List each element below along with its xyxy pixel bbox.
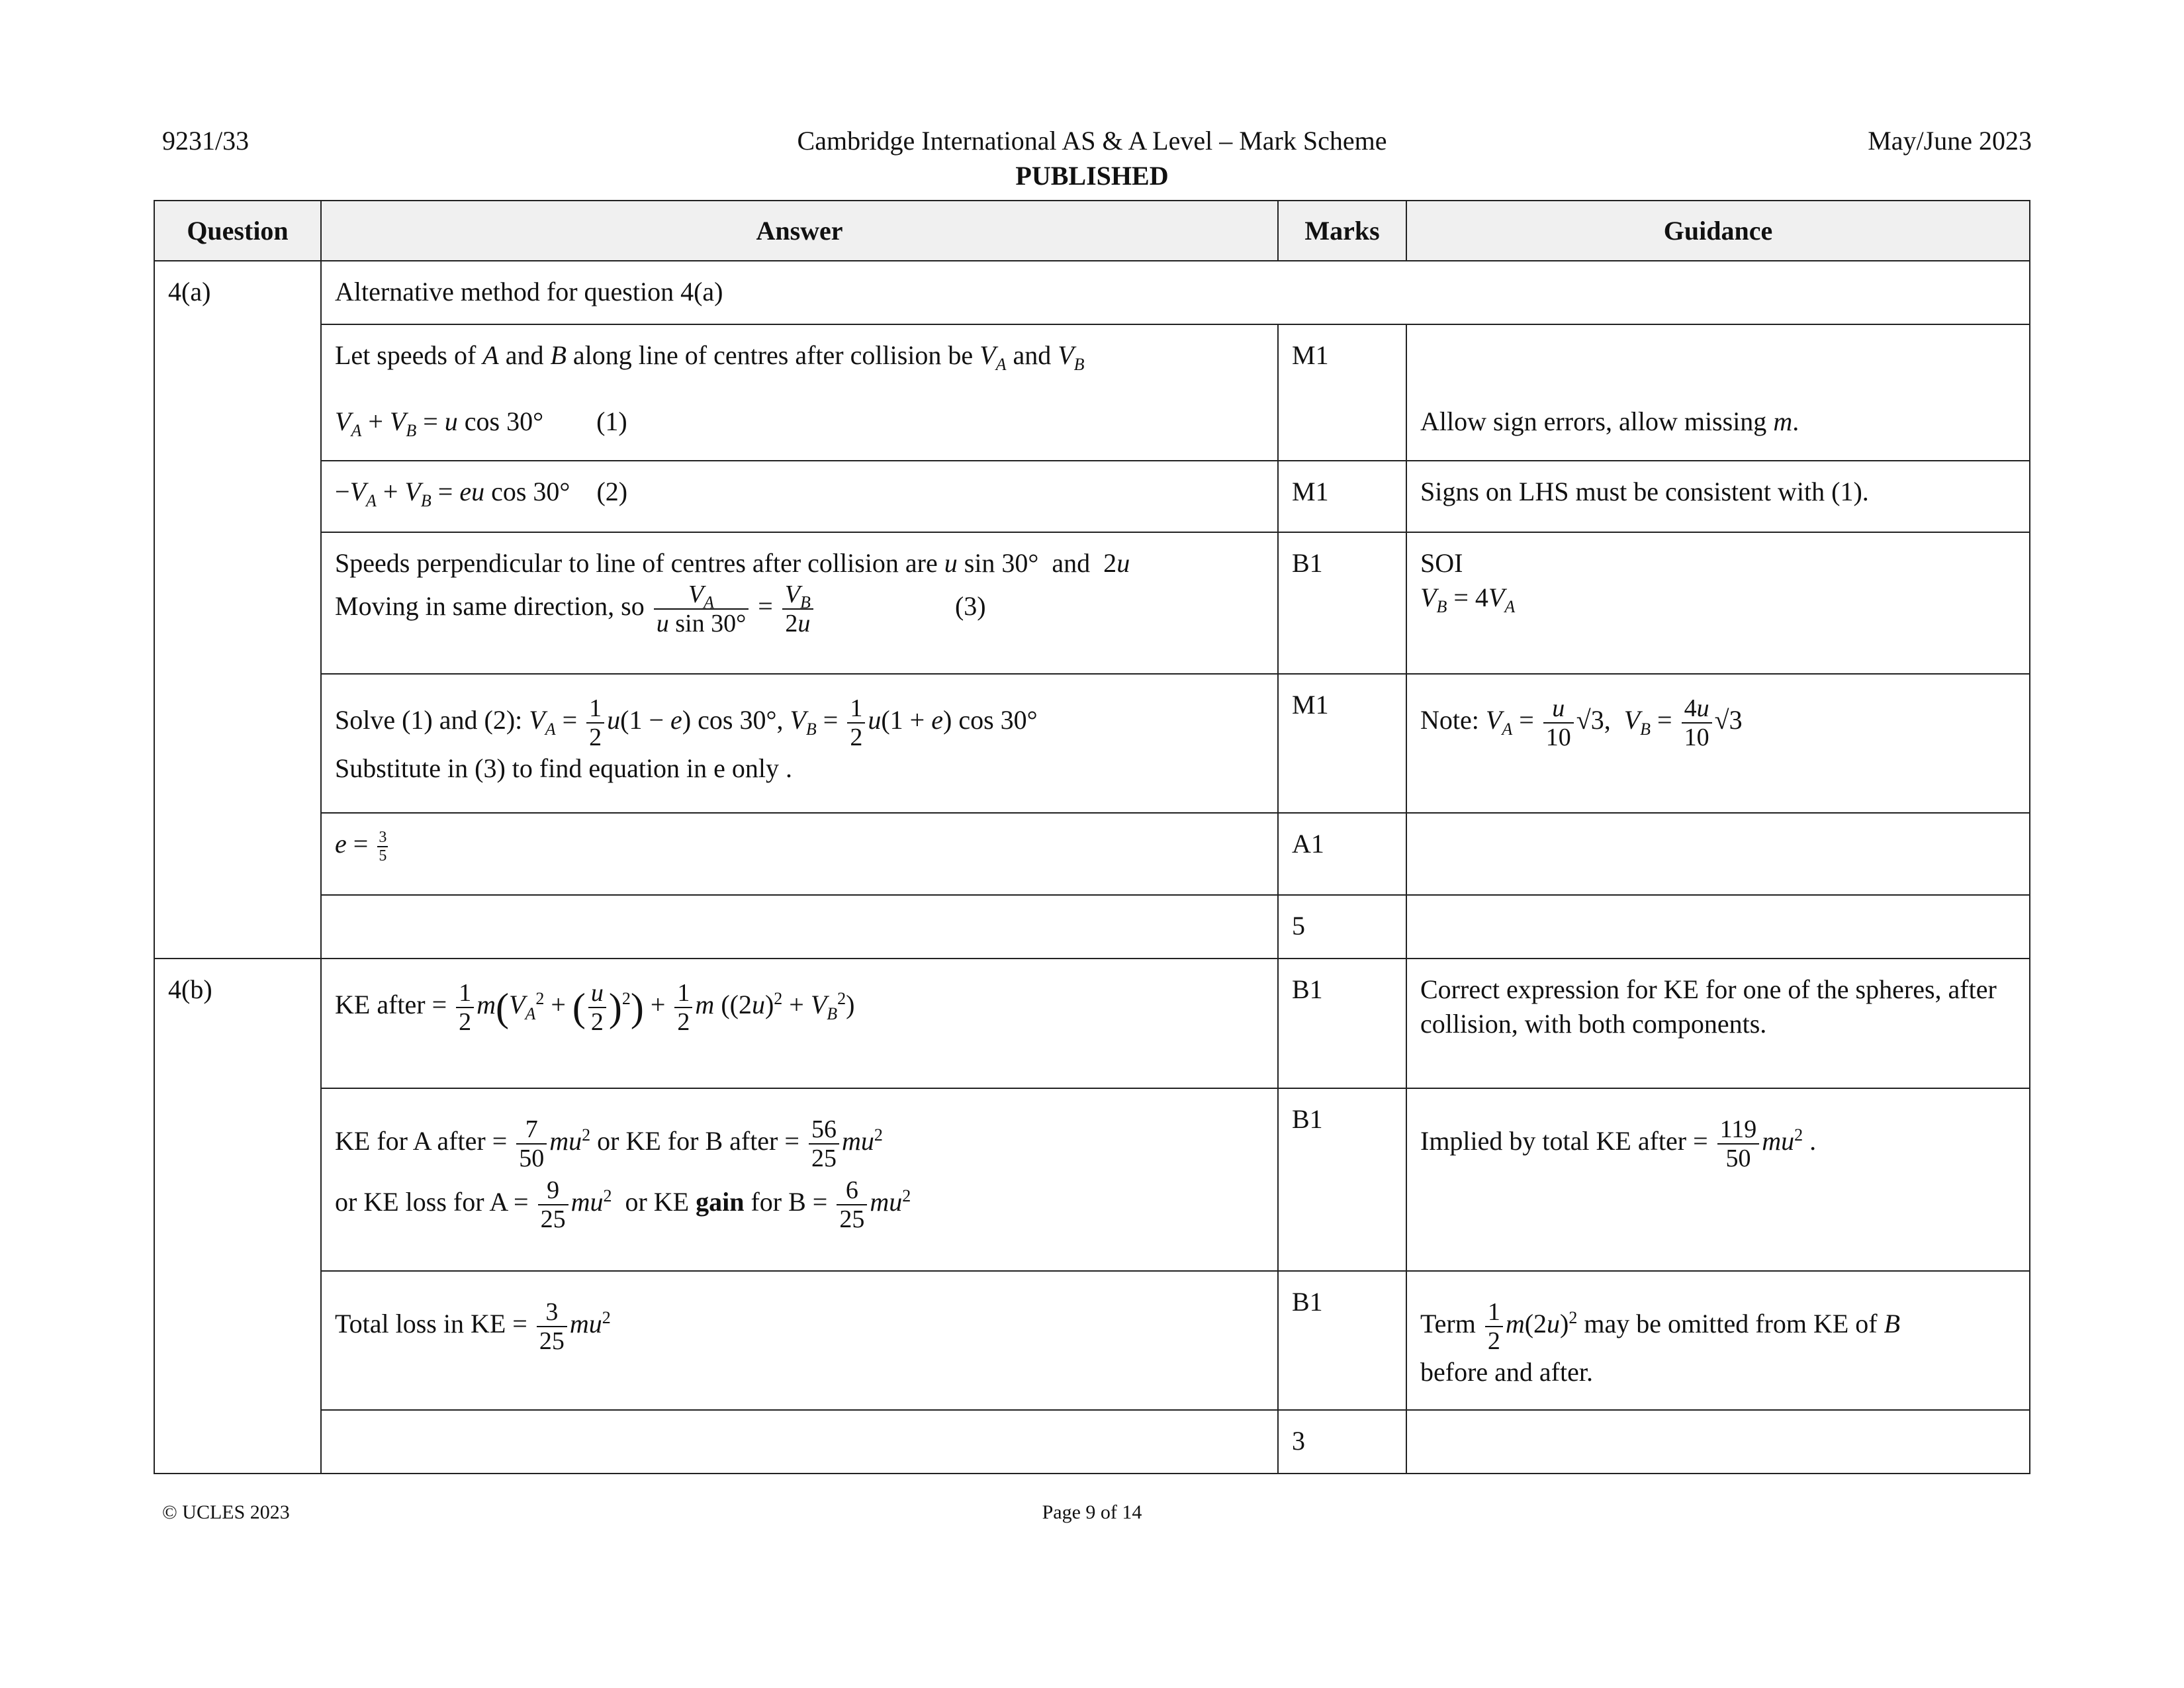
paper-code: 9231/33 bbox=[162, 126, 250, 156]
guidance-text: SOI bbox=[1420, 548, 1463, 578]
table-row bbox=[154, 532, 2030, 674]
answer-cell: KE for A after = $\frac{7}{50}$ $mu^2$ or KE for B after = $\frac{56}{25}$ $mu^2$ or KE loss for A = $\frac{9}{25}$ $mu^2$ or KE gain for B = $\frac{6}{25}$ $mu^2$ bbox=[321, 1088, 1278, 1271]
guidance-cell bbox=[1406, 813, 2030, 895]
guidance-text: Note: bbox=[1420, 705, 1479, 735]
equation-number: (1) bbox=[596, 406, 627, 436]
mark: A1 bbox=[1278, 813, 1406, 895]
answer-text: Speeds perpendicular to line of centres after collision are bbox=[335, 548, 938, 578]
guidance-text: Implied by total KE after = bbox=[1420, 1126, 1708, 1156]
guidance-cell: Implied by total KE after = $\frac{119}{50}$ $mu^2$ . bbox=[1406, 1088, 2030, 1271]
column-header-question: Question bbox=[154, 201, 321, 261]
answer-cell: Speeds perpendicular to line of centres after collision are u sin 30° and 2u Moving in same direction, so $\frac{V_A}{\text{u sin 30°}}$ = $\frac{V_B}{2u}$ (3) bbox=[321, 532, 1278, 674]
answer-text: KE for A after = bbox=[335, 1126, 508, 1156]
guidance-text: Term bbox=[1420, 1309, 1476, 1339]
guidance-text: Allow sign errors, allow missing bbox=[1420, 406, 1774, 436]
table-row bbox=[154, 324, 2030, 461]
guidance-text: before and after. bbox=[1420, 1357, 1593, 1387]
mark: B1 bbox=[1278, 1271, 1406, 1410]
table-row bbox=[154, 674, 2030, 813]
guidance-cell bbox=[1406, 895, 2030, 959]
column-header-answer: Answer bbox=[321, 201, 1278, 261]
answer-text: for B = bbox=[751, 1187, 828, 1217]
mark: M1 bbox=[1278, 674, 1406, 813]
column-header-marks: Marks bbox=[1278, 201, 1406, 261]
guidance-variable: m bbox=[1773, 406, 1793, 436]
total-marks: 5 bbox=[1278, 895, 1406, 959]
answer-text: Let speeds of A and B along line of centres after collision be $V_A$ and $V_B$ bbox=[335, 340, 1085, 374]
guidance-equation: $V_B = 4V_A$ bbox=[1420, 583, 1516, 616]
table-row bbox=[154, 1410, 2030, 1474]
equation-1: $V_A + V_B = u$ cos 30° (1) bbox=[335, 406, 627, 440]
answer-cell bbox=[321, 1410, 1278, 1474]
table-row bbox=[154, 461, 2030, 532]
copyright: © UCLES 2023 bbox=[162, 1501, 290, 1523]
table-row bbox=[154, 261, 2030, 324]
mark: B1 bbox=[1278, 959, 1406, 1088]
table-row bbox=[154, 895, 2030, 959]
guidance-cell: Term $\frac{1}{2}$ $m(2u)^2$ may be omitted from KE of B before and after. bbox=[1406, 1271, 2030, 1410]
answer-cell bbox=[321, 895, 1278, 959]
answer-cell bbox=[321, 324, 1278, 461]
mark: M1 bbox=[1278, 324, 1406, 461]
answer-text: or KE loss for A = bbox=[335, 1187, 529, 1217]
answer-text: KE after = bbox=[335, 990, 447, 1020]
question-number: 4(a) bbox=[154, 261, 321, 959]
equation-2: $-V_A + V_B$ = eu cos 30° (2) bbox=[335, 477, 628, 510]
guidance-cell: Note: $V_A$ = $\frac{u}{10}$ √3, $V_B$ = $\frac{4u}{10}$ √3 bbox=[1406, 674, 2030, 813]
document-title: Cambridge International AS & A Level – Mark Scheme bbox=[797, 126, 1387, 156]
question-number: 4(b) bbox=[154, 959, 321, 1474]
answer-text: Solve (1) and (2): bbox=[335, 705, 523, 735]
column-header-guidance: Guidance bbox=[1406, 201, 2030, 261]
answer-e-value: e = $\frac{3}{5}$ bbox=[335, 828, 387, 865]
mark-scheme-table bbox=[154, 200, 2030, 1474]
answer-text: or KE for B after = bbox=[597, 1126, 799, 1156]
answer-text: Moving in same direction, so bbox=[335, 591, 645, 622]
answer-cell: Total loss in KE = $\frac{3}{25}$ $mu^2$ bbox=[321, 1271, 1278, 1410]
guidance-cell bbox=[1406, 324, 2030, 461]
section-title: Alternative method for question 4(a) bbox=[321, 261, 2030, 324]
equation-number: (2) bbox=[596, 477, 628, 506]
answer-cell bbox=[321, 461, 1278, 532]
answer-bold-text: gain bbox=[696, 1187, 745, 1217]
answer-cell: Solve (1) and (2): $V_A$ = $\frac{1}{2}$ u(1 − e) cos 30°, $V_B$ = $\frac{1}{2}$ u(1 + e) cos 30° Substitute in (3) to find equation in e only . bbox=[321, 674, 1278, 813]
table-row bbox=[154, 959, 2030, 1088]
table-row bbox=[154, 813, 2030, 895]
answer-text: Substitute in (3) to find equation in e only . bbox=[335, 753, 793, 783]
answer-text: or KE bbox=[625, 1187, 690, 1217]
guidance-punct: . bbox=[1792, 406, 1799, 436]
answer-cell bbox=[321, 813, 1278, 895]
guidance-cell bbox=[1406, 532, 2030, 674]
published-label: PUBLISHED bbox=[1015, 161, 1169, 191]
table-header-row bbox=[154, 201, 2030, 261]
total-marks: 3 bbox=[1278, 1410, 1406, 1474]
equation-number: (3) bbox=[954, 591, 986, 622]
mark: B1 bbox=[1278, 532, 1406, 674]
fraction: $\frac{V_A}{\text{u sin 30°}}$ bbox=[654, 581, 749, 637]
guidance-variable: B bbox=[1884, 1309, 1901, 1339]
table-row bbox=[154, 1271, 2030, 1410]
guidance-text: Correct expression for KE for one of the spheres, after collision, with both components. bbox=[1406, 959, 2030, 1088]
table-row bbox=[154, 1088, 2030, 1271]
page-number: Page 9 of 14 bbox=[1042, 1501, 1142, 1523]
guidance-text: may be omitted from KE of bbox=[1584, 1309, 1878, 1339]
guidance-cell bbox=[1406, 1410, 2030, 1474]
answer-text: Total loss in KE = bbox=[335, 1309, 527, 1339]
guidance-text: Signs on LHS must be consistent with (1). bbox=[1406, 461, 2030, 532]
fraction: $\frac{V_B}{2u}$ bbox=[782, 581, 813, 637]
mark: M1 bbox=[1278, 461, 1406, 532]
answer-cell: KE after = $\frac{1}{2}$ $m(V_A^2$ + ( $\frac{u}{2}$ )$^2$) + $\frac{1}{2}$ m $((2u)^2 + V_B^2)$ bbox=[321, 959, 1278, 1088]
exam-session: May/June 2023 bbox=[1868, 126, 2032, 156]
mark: B1 bbox=[1278, 1088, 1406, 1271]
